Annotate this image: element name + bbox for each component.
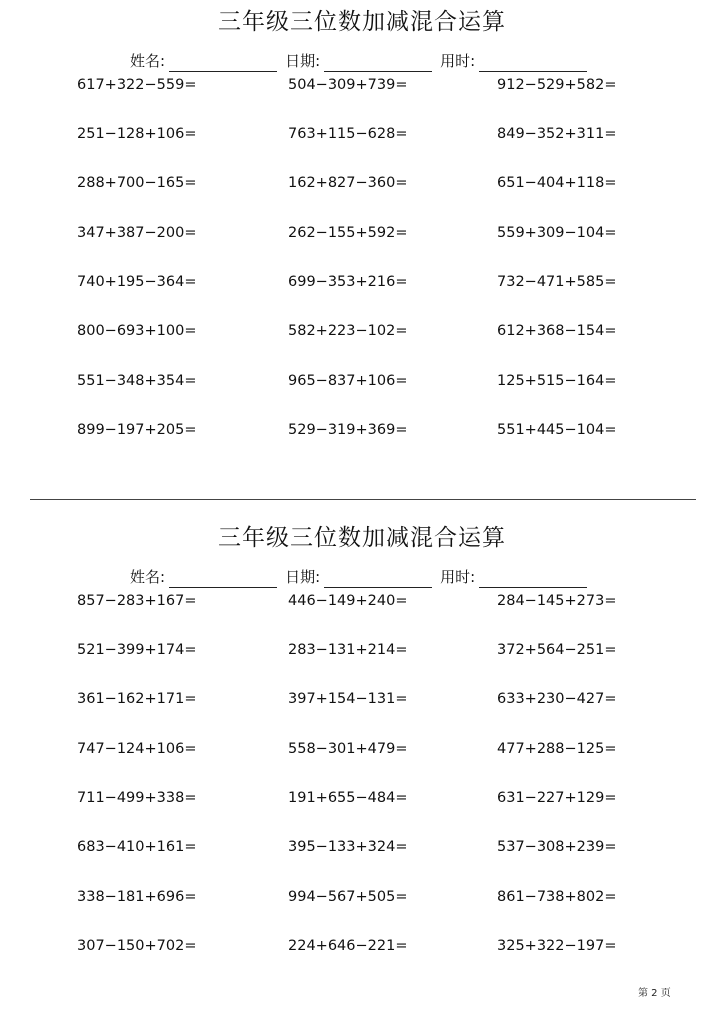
problem: 617+322−559= xyxy=(77,77,197,93)
problem: 446−149+240= xyxy=(288,593,408,609)
problem-row xyxy=(0,121,724,147)
problem: 740+195−364= xyxy=(77,274,197,290)
problem: 537−308+239= xyxy=(497,839,617,855)
time-label: 用时: xyxy=(440,568,476,586)
problem: 551−348+354= xyxy=(77,373,197,389)
problem: 633+230−427= xyxy=(497,691,617,707)
problem: 162+827−360= xyxy=(288,175,408,191)
problem: 912−529+582= xyxy=(497,77,617,93)
problem: 699−353+216= xyxy=(288,274,408,290)
problem: 631−227+129= xyxy=(497,790,617,806)
problem: 395−133+324= xyxy=(288,839,408,855)
problem-row xyxy=(0,417,724,443)
date-blank xyxy=(324,569,432,588)
problem: 521−399+174= xyxy=(77,642,197,658)
page-number: 第 2 页 xyxy=(638,988,671,999)
name-blank xyxy=(169,569,277,588)
problem: 763+115−628= xyxy=(288,126,408,142)
problem: 284−145+273= xyxy=(497,593,617,609)
time-blank xyxy=(479,569,587,588)
problem: 747−124+106= xyxy=(77,741,197,757)
time-label: 用时: xyxy=(440,52,476,70)
name-label: 姓名: xyxy=(130,52,166,70)
problem: 994−567+505= xyxy=(288,889,408,905)
problem: 477+288−125= xyxy=(497,741,617,757)
problem: 651−404+118= xyxy=(497,175,617,191)
time-blank xyxy=(479,53,587,72)
problem-row xyxy=(0,884,724,910)
problem: 683−410+161= xyxy=(77,839,197,855)
problem: 558−301+479= xyxy=(288,741,408,757)
name-blank xyxy=(169,53,277,72)
problem: 899−197+205= xyxy=(77,422,197,438)
problem-row xyxy=(0,368,724,394)
problem: 965−837+106= xyxy=(288,373,408,389)
problem: 191+655−484= xyxy=(288,790,408,806)
name-label: 姓名: xyxy=(130,568,166,586)
date-label: 日期: xyxy=(285,52,321,70)
problem: 251−128+106= xyxy=(77,126,197,142)
problem-row xyxy=(0,588,724,614)
worksheet-title: 三年级三位数加减混合运算 xyxy=(218,525,506,551)
problem: 224+646−221= xyxy=(288,938,408,954)
problem-row xyxy=(0,72,724,98)
problem-row xyxy=(0,686,724,712)
problem-row xyxy=(0,220,724,246)
problem: 372+564−251= xyxy=(497,642,617,658)
problem: 262−155+592= xyxy=(288,225,408,241)
problem: 283−131+214= xyxy=(288,642,408,658)
problem: 529−319+369= xyxy=(288,422,408,438)
problem: 325+322−197= xyxy=(497,938,617,954)
problem-row xyxy=(0,736,724,762)
problem: 288+700−165= xyxy=(77,175,197,191)
problem-row xyxy=(0,269,724,295)
section-divider xyxy=(30,499,696,500)
problem: 361−162+171= xyxy=(77,691,197,707)
problem: 559+309−104= xyxy=(497,225,617,241)
date-blank xyxy=(324,53,432,72)
problem-row xyxy=(0,318,724,344)
problem-row xyxy=(0,637,724,663)
worksheet-title: 三年级三位数加减混合运算 xyxy=(218,9,506,35)
problem-row xyxy=(0,933,724,959)
student-info-row xyxy=(130,50,587,72)
problem: 732−471+585= xyxy=(497,274,617,290)
student-info-row xyxy=(130,566,587,588)
problem: 849−352+311= xyxy=(497,126,617,142)
problem: 125+515−164= xyxy=(497,373,617,389)
problem: 347+387−200= xyxy=(77,225,197,241)
problem: 338−181+696= xyxy=(77,889,197,905)
problem-row xyxy=(0,785,724,811)
problem: 800−693+100= xyxy=(77,323,197,339)
problem: 582+223−102= xyxy=(288,323,408,339)
problem: 861−738+802= xyxy=(497,889,617,905)
problem-row xyxy=(0,834,724,860)
problem-row xyxy=(0,170,724,196)
problem: 307−150+702= xyxy=(77,938,197,954)
problem: 711−499+338= xyxy=(77,790,197,806)
problem: 397+154−131= xyxy=(288,691,408,707)
problem: 504−309+739= xyxy=(288,77,408,93)
problem: 857−283+167= xyxy=(77,593,197,609)
problem: 612+368−154= xyxy=(497,323,617,339)
problem: 551+445−104= xyxy=(497,422,617,438)
date-label: 日期: xyxy=(285,568,321,586)
